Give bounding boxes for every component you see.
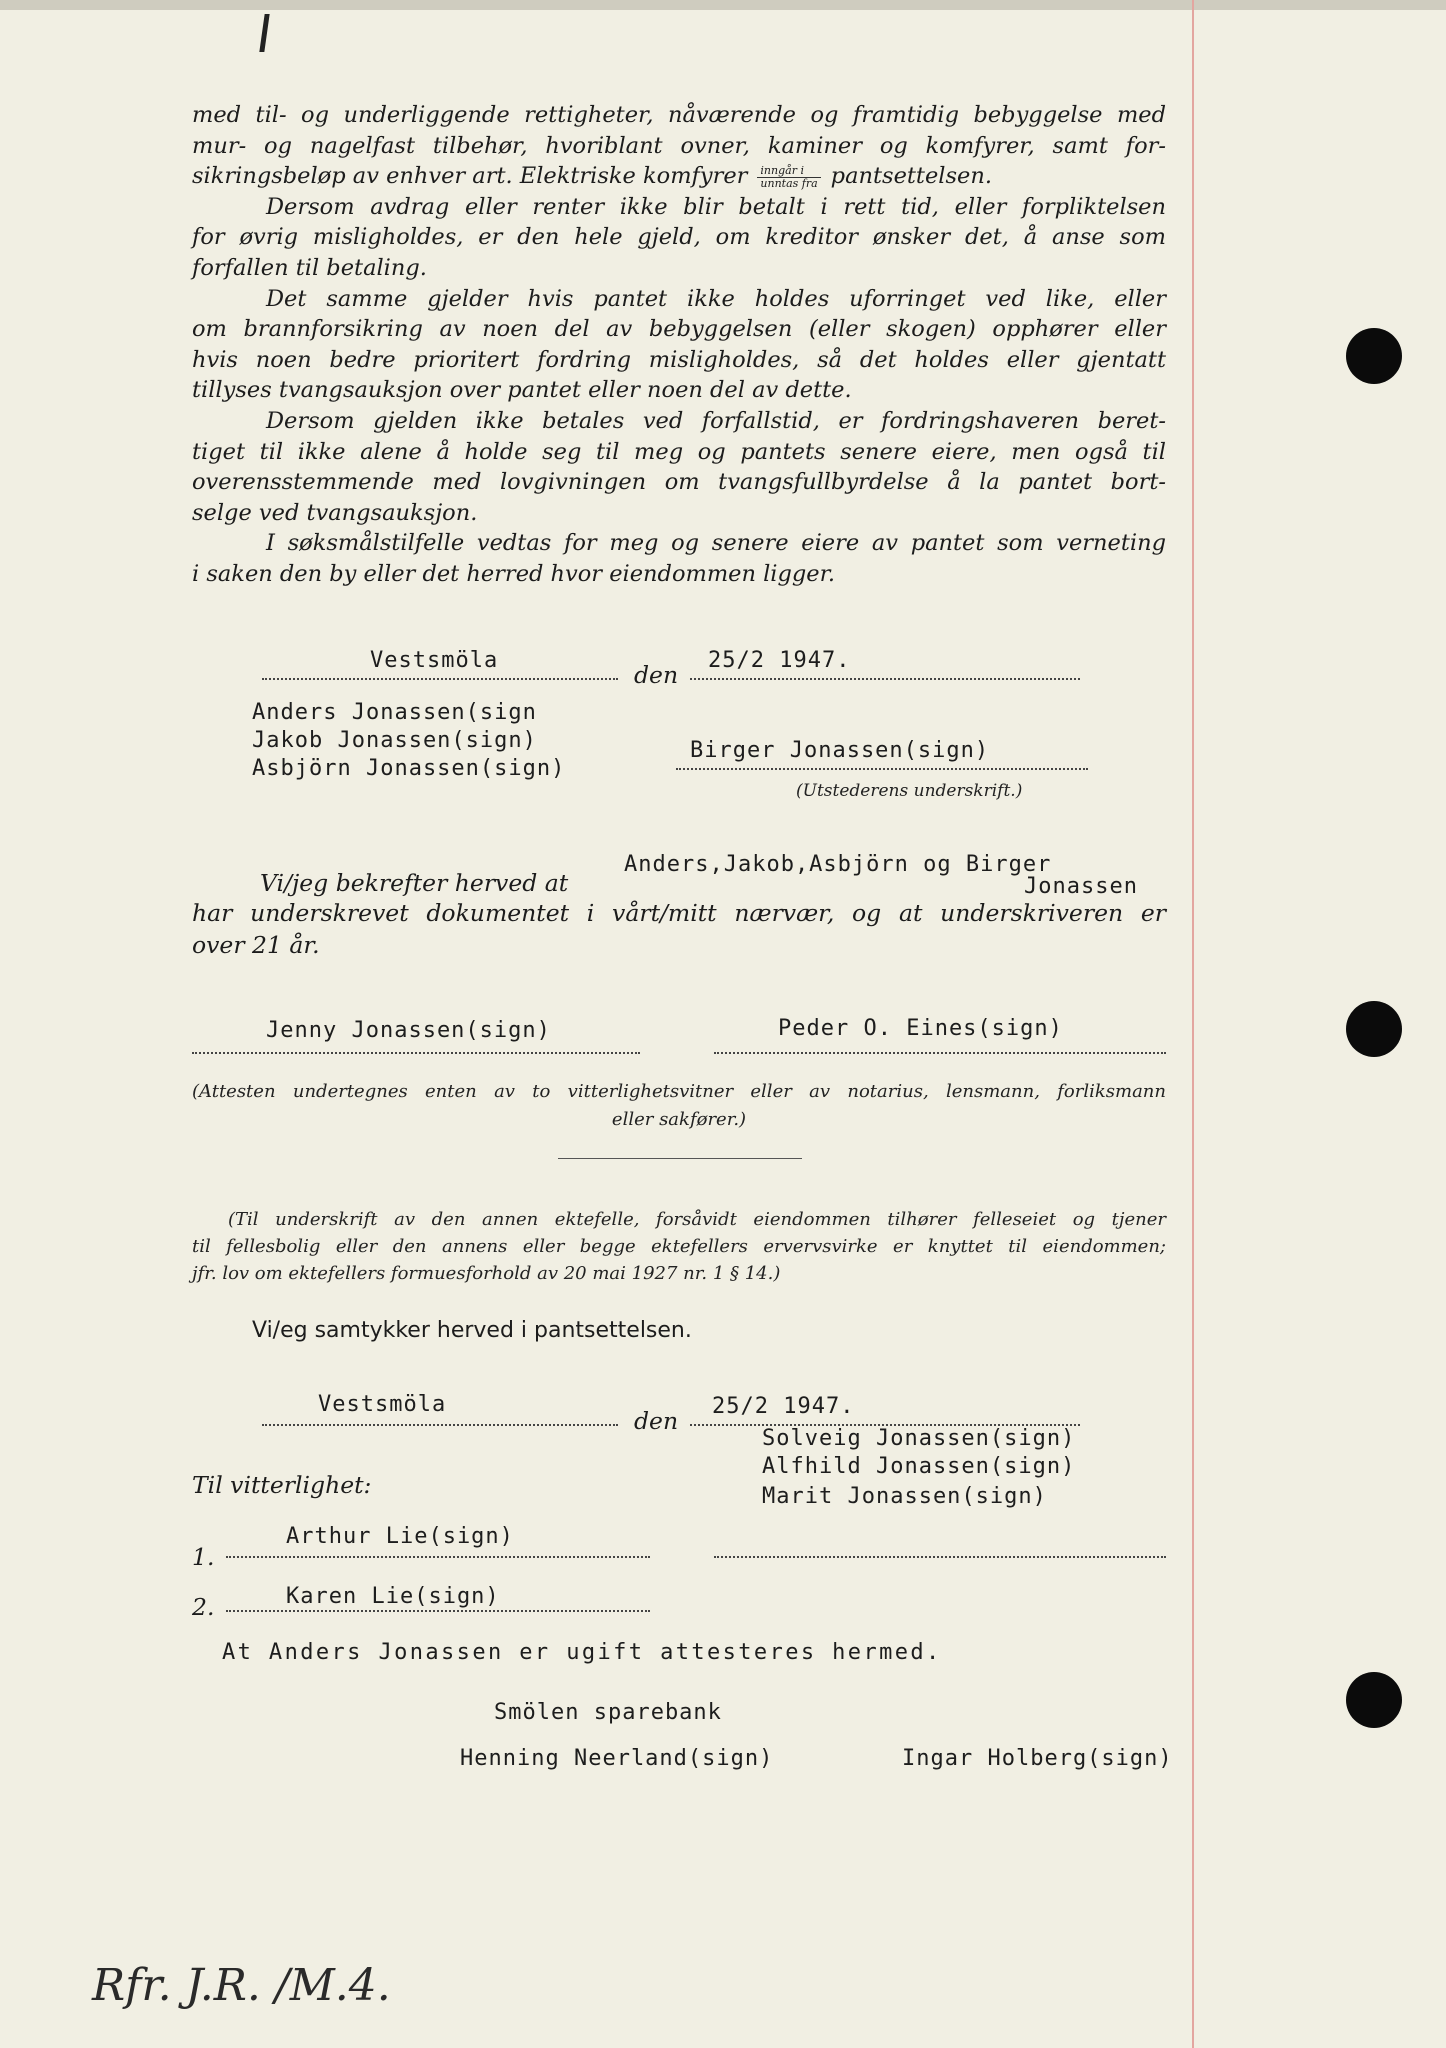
witness-1-signature: Jenny Jonassen(sign) (266, 1018, 551, 1043)
text-fragment: pantsettelsen. (830, 163, 992, 190)
vitterlighet-label: Til vitterlighet: (192, 1471, 372, 1499)
issuer-signature-line (676, 768, 1088, 770)
place-1: Vestsmöla (370, 648, 499, 673)
witness-2-line (714, 1052, 1166, 1054)
text-line: selge ved tvangsauksjon. (192, 499, 478, 526)
vitterlighet-line-2 (226, 1610, 650, 1612)
text-line: for øvrig misligholdes, er den hele gjeld, om kreditor ønsker det, å anse som (192, 224, 1166, 251)
handwritten-reference: Rfr. J.R. /M.4. (92, 1960, 391, 2011)
spouse-note-line-2: til fellesbolig eller den annens eller begge ektefellers ervervsvirke er knyttet til eiendommen; (192, 1236, 1166, 1257)
text-line: Det samme gjelder hvis pantet ikke holdes uforringet ved like, eller (266, 285, 1166, 312)
witness-1-line (192, 1052, 640, 1054)
place-line (262, 678, 618, 680)
text-line: Dersom gjelden ikke betales ved forfallstid, er fordringshaveren beret- (266, 407, 1166, 434)
certification-text: At Anders Jonassen er ugift attesteres hermed. (222, 1640, 942, 1665)
spouse-note-line-3: jfr. lov om ektefellers formuesforhold av 20 mai 1927 nr. 1 § 14.) (192, 1263, 781, 1284)
text-line: mur- og nagelfast tilbehør, hvoriblant ovner, kaminer og komfyrer, samt for- (192, 132, 1166, 159)
date-line (690, 678, 1080, 680)
confirmation-label: Vi/jeg bekrefter herved at (260, 869, 569, 897)
confirmation-line-3: over 21 år. (192, 931, 320, 959)
date-2: 25/2 1947. (712, 1394, 855, 1419)
place-2: Vestsmöla (318, 1392, 447, 1417)
vitterlighet-line-1 (226, 1556, 650, 1558)
signature-jakob: Jakob Jonassen(sign) (252, 728, 537, 753)
ink-mark (259, 14, 269, 52)
text-fragment: sikringsbeløp av enhver art. Elektriske komfyrer (192, 163, 748, 190)
vitterlighet-signature-2: Karen Lie(sign) (286, 1584, 500, 1609)
attest-note-line-1: (Attesten undertegnes enten av to vitterlighetsvitner eller av notarius, lensmann, forliksmann (192, 1081, 1166, 1102)
vitterlighet-line-1b (714, 1556, 1166, 1558)
signature-alfhild: Alfhild Jonassen(sign) (762, 1454, 1076, 1479)
text-line (192, 161, 1166, 192)
punch-hole (1346, 1672, 1402, 1728)
choice-fraction (757, 165, 820, 190)
vitterlighet-number-1: 1. (192, 1543, 215, 1571)
fraction-top: inngår i (757, 165, 820, 178)
date-1: 25/2 1947. (708, 648, 851, 673)
issuer-caption: (Utstederens underskrift.) (796, 781, 1023, 801)
punch-hole (1346, 1001, 1402, 1057)
bank-signatory-2: Ingar Holberg(sign) (902, 1746, 1173, 1771)
attest-note-line-2: eller sakfører.) (611, 1109, 747, 1130)
signature-marit: Marit Jonassen(sign) (762, 1484, 1047, 1509)
punch-hole (1346, 328, 1402, 384)
issuer-signature: Birger Jonassen(sign) (690, 738, 990, 763)
consent-statement: Vi/eg samtykker herved i pantsettelsen. (252, 1318, 692, 1343)
text-line: i saken den by eller det herred hvor eiendommen ligger. (192, 560, 836, 587)
text-line: hvis noen bedre prioritert fordring misligholdes, så det holdes eller gjentatt (192, 346, 1166, 373)
confirmation-line-2: har underskrevet dokumentet i vårt/mitt nærvær, og at underskriveren er (192, 899, 1166, 927)
section-divider (558, 1158, 802, 1159)
signature-anders: Anders Jonassen(sign (252, 700, 537, 725)
text-line: om brannforsikring av noen del av bebyggelsen (eller skogen) opphører eller (192, 316, 1166, 343)
signature-asbjorn: Asbjörn Jonassen(sign) (252, 756, 566, 781)
bank-signatory-1: Henning Neerland(sign) (460, 1746, 774, 1771)
text-line: Dersom avdrag eller renter ikke blir betalt i rett tid, eller forpliktelsen (266, 193, 1166, 220)
text-line: forfallen til betaling. (192, 254, 427, 281)
confirmation-names-surname: Jonassen (1024, 874, 1138, 899)
vitterlighet-signature-1: Arthur Lie(sign) (286, 1524, 514, 1549)
mortgage-terms-text (192, 100, 1166, 590)
text-line: med til- og underliggende rettigheter, nåværende og framtidig bebyggelse med (192, 102, 1166, 128)
bank-name: Smölen sparebank (494, 1700, 722, 1725)
confirmation-names: Anders,Jakob,Asbjörn og Birger (624, 852, 1052, 877)
fraction-bottom: unntas fra (760, 176, 818, 190)
top-edge (0, 0, 1446, 10)
vitterlighet-number-2: 2. (192, 1593, 215, 1621)
text-line: tillyses tvangsauksjon over pantet eller noen del av dette. (192, 377, 852, 404)
text-line: overensstemmende med lovgivningen om tvangsfullbyrdelse å la pantet bort- (192, 469, 1166, 496)
text-line: I søksmålstilfelle vedtas for meg og senere eiere av pantet som verneting (266, 530, 1166, 557)
spouse-note-line-1: (Til underskrift av den annen ektefelle, forsåvidt eiendommen tilhører felleseiet og tjener (228, 1209, 1166, 1230)
text-line: tiget til ikke alene å holde seg til meg og pantets senere eiere, men også til (192, 438, 1166, 465)
witness-2-signature: Peder O. Eines(sign) (778, 1016, 1063, 1041)
den-label-2: den (634, 1407, 679, 1435)
place-line-2 (262, 1424, 618, 1426)
den-label: den (634, 661, 679, 689)
signature-solveig: Solveig Jonassen(sign) (762, 1426, 1076, 1451)
margin-rule (1192, 0, 1194, 2048)
